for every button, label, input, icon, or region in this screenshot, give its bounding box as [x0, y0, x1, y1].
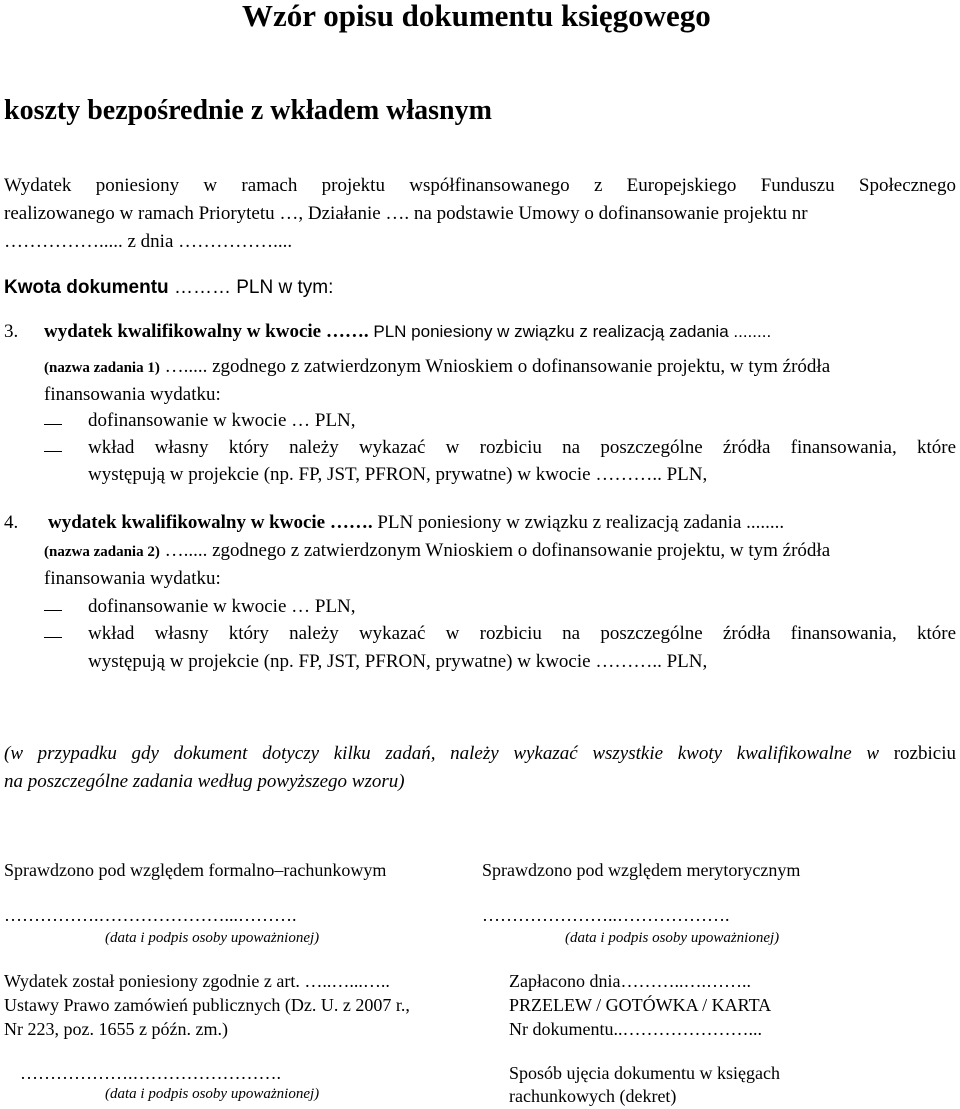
kwota-suffix: PLN w tym: — [236, 277, 334, 298]
note-line-1 — [4, 743, 956, 765]
kwota-line — [4, 277, 333, 299]
item-3-num: 3. — [4, 321, 19, 342]
bullet-dash — [44, 637, 62, 638]
item-4-line3: finansowania wydatku: — [44, 568, 221, 589]
item-4-head — [48, 512, 956, 534]
bullet-dash — [44, 451, 62, 452]
item-3-rest1: poniesiony w związku z realizacją zadania ........ — [406, 322, 772, 341]
item-3-head — [44, 321, 956, 343]
item-4-num: 4. — [4, 512, 19, 533]
payment-method-line: PRZELEW / GOTÓWKA / KARTA — [509, 995, 772, 1015]
spent-line-1: Wydatek został poniesiony zgodnie z art. …..…...….. — [4, 971, 390, 991]
intro-line-1: Wydatek poniesiony w ramach projektu współfinansowanego z Europejskiego Funduszu Społecznego — [4, 175, 956, 196]
signature-dots-2: ……………….……………………. — [20, 1063, 281, 1083]
check-formal-label: Sprawdzono pod względem formalno–rachunkowym — [4, 860, 387, 880]
paid-date-line: Zapłacono dnia………..….…….. — [509, 971, 751, 991]
item-4-line2 — [44, 540, 830, 562]
item-3-line2 — [44, 356, 830, 378]
item-4-pln: PLN — [377, 512, 414, 533]
item-4-name-label: (nazwa zadania 2) — [44, 544, 160, 560]
bullet-dash — [44, 424, 62, 425]
intro-line-3: ……………..... z dnia …………….... — [4, 231, 293, 252]
page-title: Wzór opisu dokumentu księgowego — [242, 0, 711, 33]
kwota-label: Kwota dokumentu — [4, 277, 169, 298]
signature-dots-3: …………………..………………. — [482, 905, 730, 925]
booking-line-1: Sposób ujęcia dokumentu w księgach — [509, 1063, 780, 1083]
bullet-dash — [44, 610, 62, 611]
item-3-name-label: (nazwa zadania 1) — [44, 360, 160, 376]
item-3-sub2a: wkład własny który należy wykazać w rozbiciu na poszczególne źródła finansowania, które — [88, 437, 956, 458]
item-4-sub2b: występują w projekcie (np. FP, JST, PFRON, prywatne) w kwocie ……….. PLN, — [88, 651, 708, 672]
item-4-rest1: poniesiony w związku z realizacją zadania ........ — [413, 512, 785, 533]
note-plain-1: rozbiciu — [893, 743, 956, 764]
page-subtitle: koszty bezpośrednie z wkładem własnym — [4, 95, 492, 126]
item-4-rest2: …..... zgodnego z zatwierdzonym Wnioskiem o dofinansowanie projektu, w tym źródła — [159, 540, 831, 561]
signature-dots-1: …………….…………………...………. — [4, 905, 297, 925]
item-3-sub1: dofinansowanie w kwocie … PLN, — [88, 410, 356, 431]
item-4-bold-head: wydatek kwalifikowalny w kwocie ……. — [48, 512, 378, 533]
signature-caption-1: (data i podpis osoby upoważnionej) — [105, 930, 320, 946]
item-3-sub2b: występują w projekcie (np. FP, JST, PFRON, prywatne) w kwocie ……….. PLN, — [88, 464, 708, 485]
item-3-line3: finansowania wydatku: — [44, 384, 221, 405]
intro-line-2: realizowanego w ramach Priorytetu …, Działanie …. na podstawie Umowy o dofinansowanie projektu nr — [4, 203, 808, 224]
check-merit-label: Sprawdzono pod względem merytorycznym — [482, 860, 801, 880]
signature-caption-2: (data i podpis osoby upoważnionej) — [105, 1086, 320, 1102]
item-3-rest2: …..... zgodnego z zatwierdzonym Wnioskiem o dofinansowanie projektu, w tym źródła — [159, 356, 831, 377]
item-4-sub2a: wkład własny który należy wykazać w rozbiciu na poszczególne źródła finansowania, które — [88, 623, 956, 644]
note-italic-1: (w przypadku gdy dokument dotyczy kilku zadań, należy wykazać wszystkie kwoty kwalifikowalne w — [4, 743, 894, 764]
item-3-pln: PLN — [373, 322, 407, 341]
note-line-2: na poszczególne zadania według powyższego wzoru) — [4, 771, 405, 792]
spent-line-3: Nr 223, poz. 1655 z późn. zm.) — [4, 1019, 228, 1039]
spent-line-2: Ustawy Prawo zamówień publicznych (Dz. U. z 2007 r., — [4, 995, 410, 1015]
booking-line-2: rachunkowych (dekret) — [509, 1086, 677, 1106]
signature-caption-3: (data i podpis osoby upoważnionej) — [565, 930, 780, 946]
item-4-sub1: dofinansowanie w kwocie … PLN, — [88, 596, 356, 617]
item-3-bold-head: wydatek kwalifikowalny w kwocie ……. — [44, 321, 374, 342]
document-number-line: Nr dokumentu..…………………... — [509, 1019, 762, 1039]
kwota-dots: ……… — [173, 277, 231, 298]
